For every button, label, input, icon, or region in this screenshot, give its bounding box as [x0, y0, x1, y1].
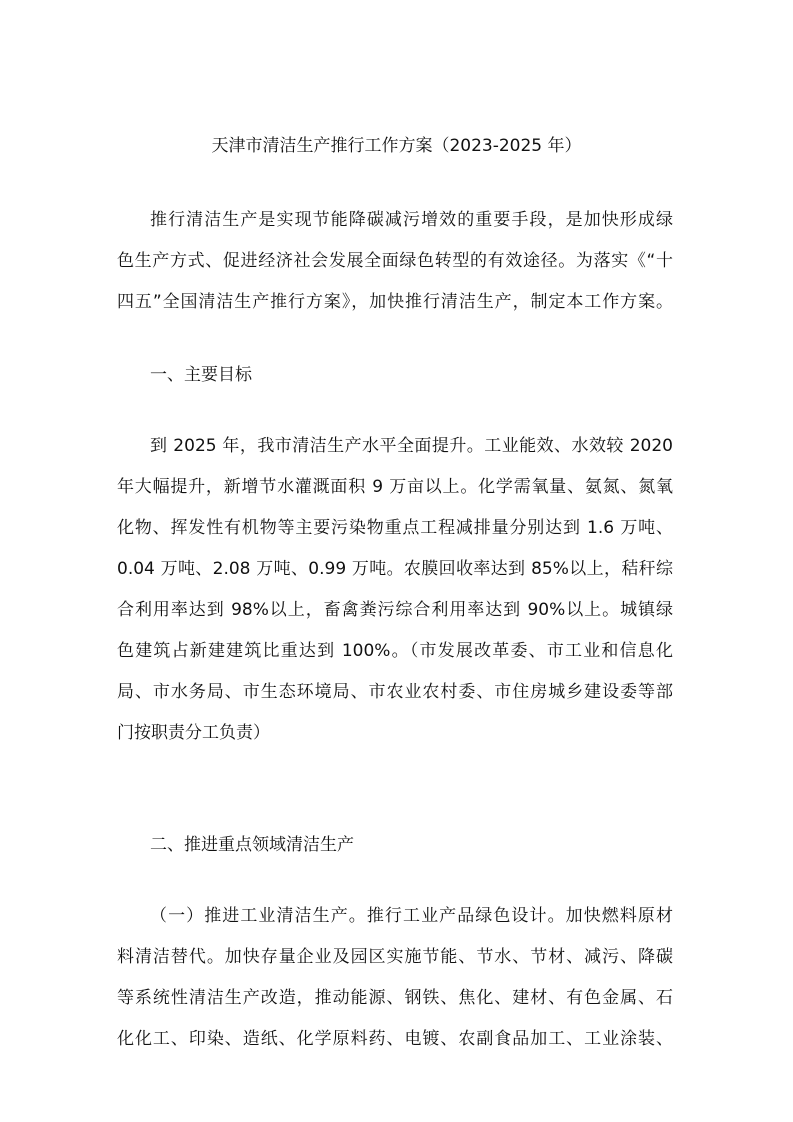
paragraph-line: 到 2025 年，我市清洁生产水平全面提升。工业能效、水效较 2020 [150, 436, 673, 456]
paragraph-line: 推行清洁生产是实现节能降碳减污增效的重要手段，是加快形成绿 [150, 210, 673, 230]
paragraph-line: 化化工、印染、造纸、化学原料药、电镀、农副食品加工、工业涂装、 [117, 1029, 673, 1049]
paragraph-line: 色生产方式、促进经济社会发展全面绿色转型的有效途径。为落实《“十 [117, 251, 673, 271]
paragraph-line: 四五”全国清洁生产推行方案》，加快推行清洁生产，制定本工作方案。 [117, 292, 673, 312]
section-heading-goals: 一、主要目标 [150, 365, 252, 385]
paragraph-line: 门按职责分工负责） [117, 723, 270, 743]
paragraph-line: 合利用率达到 98%以上，畜禽粪污综合利用率达到 90%以上。城镇绿 [117, 600, 673, 620]
section-heading-key-areas: 二、推进重点领域清洁生产 [150, 835, 354, 855]
paragraph-line: 年大幅提升，新增节水灌溉面积 9 万亩以上。化学需氧量、氨氮、氮氧 [117, 477, 673, 497]
paragraph-line: 色建筑占新建建筑比重达到 100%。（市发展改革委、市工业和信息化 [117, 641, 673, 661]
paragraph-line: 化物、挥发性有机物等主要污染物重点工程减排量分别达到 1.6 万吨、 [117, 518, 673, 538]
paragraph-line: 料清洁替代。加快存量企业及园区实施节能、节水、节材、减污、降碳 [117, 947, 673, 967]
paragraph-line: 等系统性清洁生产改造，推动能源、钢铁、焦化、建材、有色金属、石 [117, 988, 673, 1008]
paragraph-line: 0.04 万吨、2.08 万吨、0.99 万吨。农膜回收率达到 85%以上，秸秆综 [117, 559, 673, 579]
document-title: 天津市清洁生产推行工作方案（2023-2025 年） [211, 136, 582, 156]
paragraph-line: （一）推进工业清洁生产。推行工业产品绿色设计。加快燃料原材 [150, 906, 673, 926]
paragraph-line: 局、市水务局、市生态环境局、市农业农村委、市住房城乡建设委等部 [117, 682, 673, 702]
